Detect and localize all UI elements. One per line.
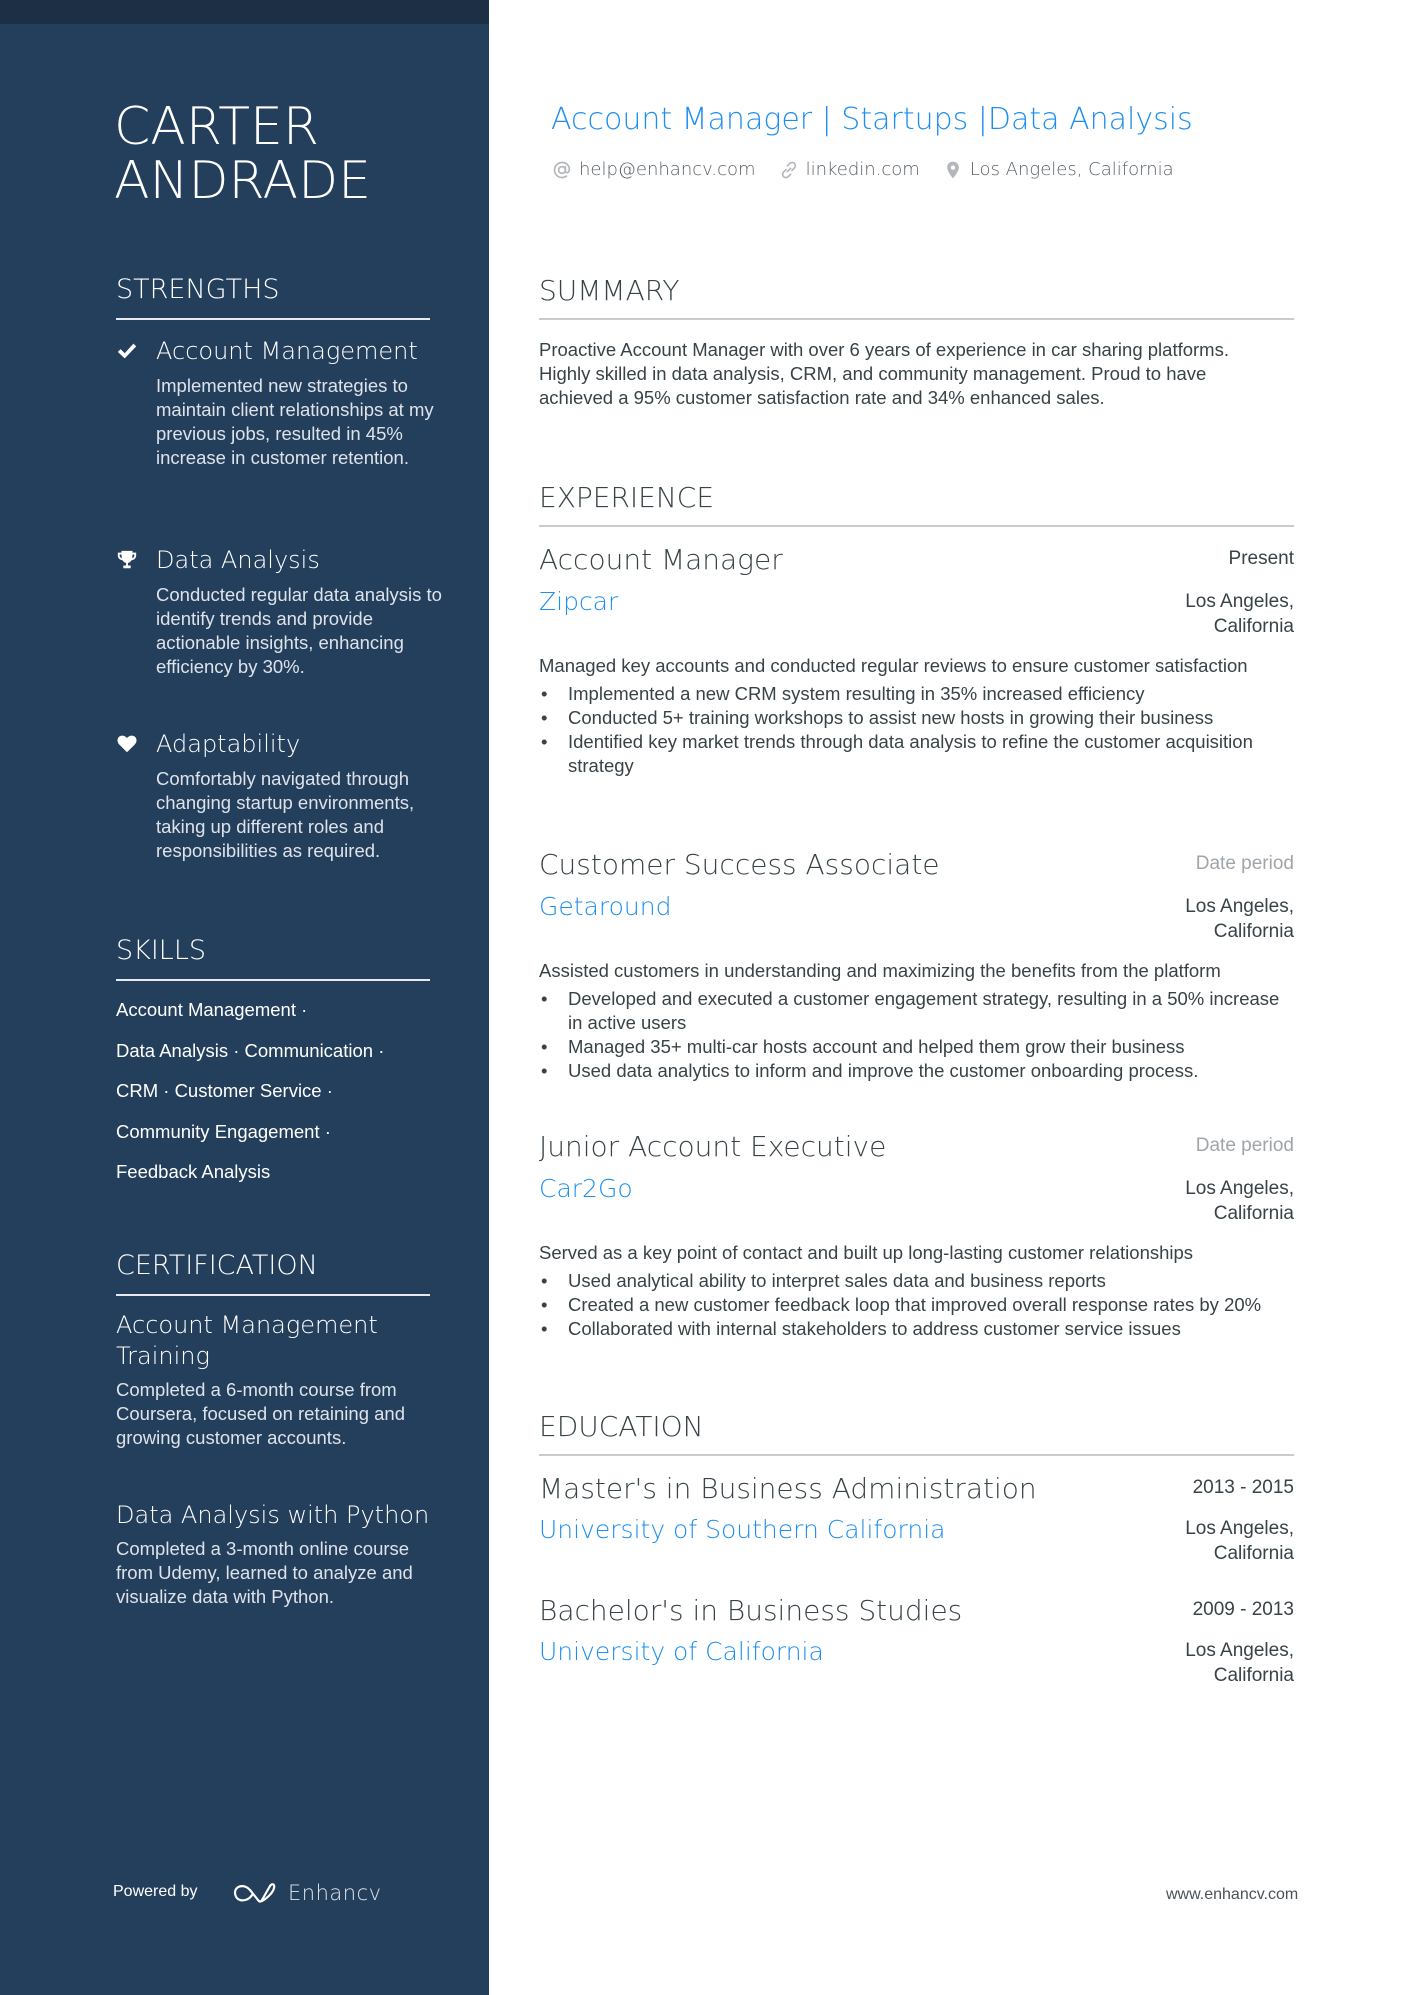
degree-title: Bachelor's in Business Studies (539, 1594, 963, 1627)
link-icon (778, 159, 800, 181)
company-name: Getaround (539, 892, 672, 921)
degree-title: Master's in Business Administration (539, 1472, 1037, 1505)
school-name: University of Southern California (539, 1515, 946, 1544)
job-description (539, 959, 1284, 1083)
education-entry (539, 1472, 1294, 1582)
job-bullet: • Created a new customer feedback loop that improved overall response rates by 20% (539, 1293, 1284, 1317)
contact-linkedin[interactable] (778, 158, 920, 182)
strength-title: Adaptability (156, 730, 301, 758)
education-heading: EDUCATION (539, 1410, 1294, 1456)
job-bullets (539, 987, 1284, 1083)
job-bullet: • Collaborated with internal stakeholders to address customer service issues (539, 1317, 1284, 1341)
contact-row (551, 158, 1196, 182)
website-link[interactable]: www.enhancv.com (1166, 1886, 1299, 1903)
name-first: CARTER (114, 97, 319, 157)
job-bullet: • Used data analytics to inform and improve the customer onboarding process. (539, 1059, 1284, 1083)
strength-description: Comfortably navigated through changing startup environments, taking up different roles and responsibilities as required. (156, 768, 415, 861)
job-bullet: • Conducted 5+ training workshops to assist new hosts in growing their business (539, 706, 1284, 730)
strength-description: Conducted regular data analysis to identify trends and provide actionable insights, enhancing efficiency by 30%. (156, 584, 442, 677)
contact-email-text: help@enhancv.com (579, 159, 756, 180)
sidebar-top-bar (0, 0, 489, 24)
job-location: Los Angeles, California (1185, 1178, 1294, 1224)
school-location: Los Angeles, California (1185, 1640, 1294, 1686)
name-last: ANDRADE (114, 151, 372, 211)
job-summary: Served as a key point of contact and built up long-lasting customer relationships (539, 1242, 1194, 1263)
summary-text: Proactive Account Manager with over 6 years of experience in car sharing platforms. Highly skilled in data analysis, CRM, and community management. Proud to have achieved a 95% customer satisfaction rate and 34% enhanced sales. (539, 339, 1229, 408)
experience-heading: EXPERIENCE (539, 481, 1294, 527)
education-entry (539, 1594, 1294, 1704)
strengths-heading: STRENGTHS (116, 274, 430, 320)
degree-years: 2009 - 2013 (1192, 1599, 1294, 1620)
certification-heading: CERTIFICATION (116, 1250, 430, 1296)
job-bullet: • Managed 35+ multi-car hosts account and helped them grow their business (539, 1035, 1284, 1059)
certification-description: Completed a 6-month course from Coursera, focused on retaining and growing customer accounts. (116, 1379, 405, 1448)
skills-heading: SKILLS (116, 935, 430, 981)
skill-row: CRM · Customer Service · (116, 1080, 333, 1101)
contact-linkedin-text: linkedin.com (805, 159, 920, 180)
job-bullet: • Identified key market trends through data analysis to refine the customer acquisition strategy (539, 730, 1284, 778)
headline: Account Manager | Startups |Data Analysis (551, 102, 1193, 137)
strength-title: Account Management (156, 337, 418, 365)
job-bullet: • Developed and executed a customer engagement strategy, resulting in a 50% increase in active users (539, 987, 1284, 1035)
contact-location-text: Los Angeles, California (969, 159, 1174, 180)
job-date: Present (1228, 548, 1294, 569)
contact-location (942, 158, 1174, 182)
sidebar (0, 0, 489, 1995)
skill-row: Account Management · (116, 999, 308, 1020)
company-name: Zipcar (539, 587, 619, 616)
job-bullets (539, 1269, 1284, 1341)
skill-row: Feedback Analysis (116, 1161, 271, 1182)
powered-by-label: Powered by (113, 1883, 198, 1900)
certification-item (116, 1500, 436, 1609)
job-bullets (539, 682, 1284, 778)
skill-row: Community Engagement · (116, 1121, 331, 1142)
job-date: Date period (1195, 853, 1294, 874)
trophy-icon (116, 549, 138, 571)
summary-heading: SUMMARY (539, 274, 1294, 320)
job-location: Los Angeles, California (1185, 896, 1294, 942)
job-date: Date period (1195, 1135, 1294, 1156)
degree-years: 2013 - 2015 (1192, 1477, 1294, 1498)
contact-email[interactable] (551, 158, 756, 182)
at-icon (551, 159, 573, 181)
certification-title: Account Management Training (116, 1311, 378, 1370)
job-bullet: • Implemented a new CRM system resulting in 35% increased efficiency (539, 682, 1284, 706)
certification-item (116, 1310, 436, 1450)
job-location: Los Angeles, California (1185, 591, 1294, 637)
job-description (539, 654, 1284, 778)
certification-description: Completed a 3-month online course from Udemy, learned to analyze and visualize data with Python. (116, 1538, 413, 1607)
certification-title: Data Analysis with Python (116, 1501, 430, 1529)
job-description (539, 1241, 1284, 1341)
school-name: University of California (539, 1637, 824, 1666)
school-location: Los Angeles, California (1185, 1518, 1294, 1564)
enhancv-brand-link[interactable] (232, 1880, 382, 1906)
job-summary: Assisted customers in understanding and maximizing the benefits from the platform (539, 960, 1221, 981)
candidate-name (114, 97, 454, 211)
strength-description: Implemented new strategies to maintain client relationships at my previous jobs, resulted in 45% increase in customer retention. (156, 375, 434, 468)
job-bullet: • Used analytical ability to interpret sales data and business reports (539, 1269, 1284, 1293)
job-title: Account Manager (539, 543, 783, 576)
job-summary: Managed key accounts and conducted regular reviews to ensure customer satisfaction (539, 655, 1248, 676)
strength-title: Data Analysis (156, 546, 320, 574)
enhancv-logo-icon (232, 1881, 278, 1905)
job-title: Customer Success Associate (539, 848, 940, 881)
job-title: Junior Account Executive (539, 1130, 887, 1163)
skill-row: Data Analysis · Communication · (116, 1040, 385, 1061)
enhancv-brand-name: Enhancv (288, 1881, 382, 1905)
checkmark-icon (116, 340, 138, 362)
company-name: Car2Go (539, 1174, 633, 1203)
location-pin-icon (942, 159, 964, 181)
heart-icon (116, 733, 138, 755)
